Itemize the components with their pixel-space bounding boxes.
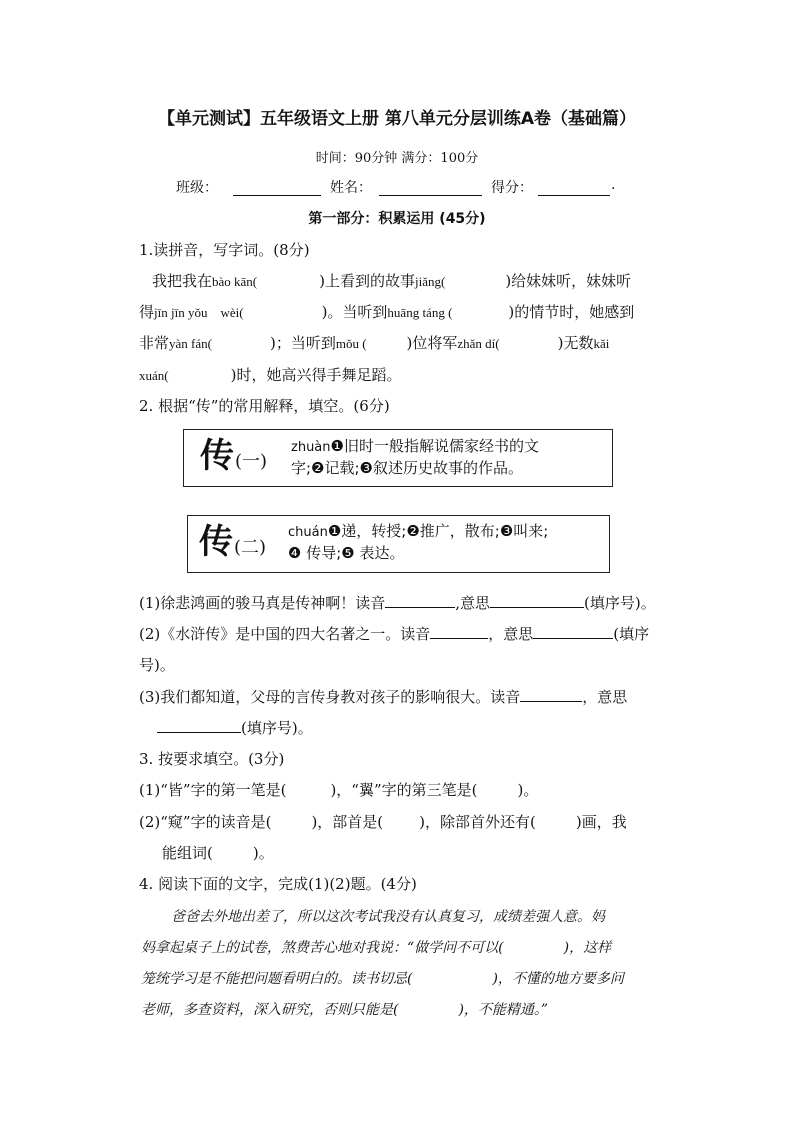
passage-line3 xyxy=(141,968,624,988)
q2-stem: 2. 根据“传”的常用解释，填空。(6分) xyxy=(139,397,390,415)
passage-line4 xyxy=(141,999,548,1019)
name-label: 姓名： xyxy=(330,180,372,196)
q3-s1-end: )。 xyxy=(517,781,539,799)
name-blank[interactable] xyxy=(379,181,482,200)
q3-s2-radical: )，部首是( xyxy=(311,813,384,831)
box1-line2: 字;❷记载;❸叙述历史故事的作品。 xyxy=(291,459,524,477)
q2-s3-cont xyxy=(157,717,313,738)
pinyin-zhandi: zhǎn dí( xyxy=(457,336,500,351)
passage-line2 xyxy=(141,937,611,957)
q3-s1-mid: )，“翼”字的第三笔是( xyxy=(330,781,478,799)
section-title: 第一部分：积累运用 (45分) xyxy=(308,211,486,227)
page-title: 【单元测试】五年级语文上册 第八单元分层训练A卷（基础篇） xyxy=(157,109,637,129)
q2-s3-meaning: ，意思 xyxy=(582,688,628,706)
q1-line4 xyxy=(139,364,401,385)
q1-l3-a: 非常 xyxy=(139,334,170,352)
pinyin-jiang: jiǎng( xyxy=(415,274,446,289)
q2-s3-end: (填序号)。 xyxy=(241,719,313,737)
end-mark: . xyxy=(611,177,616,193)
q1-l2-c: )。当听到 xyxy=(321,303,388,321)
answer-blank[interactable] xyxy=(430,624,488,639)
q3-s2 xyxy=(139,811,627,832)
class-label: 班级： xyxy=(176,180,218,196)
passage-l2-a: 妈拿起桌子上的试卷，煞费苦心地对我说：“做学问不可以( xyxy=(141,940,504,956)
passage-l4-b: )，不能精通。” xyxy=(458,1002,549,1018)
q3-s3 xyxy=(162,842,274,863)
passage-l3-b: )，不懂的地方要多问 xyxy=(492,971,624,987)
pinyin-baokan: bào kān( xyxy=(212,274,258,289)
q2-s2 xyxy=(139,623,649,644)
box2-definition xyxy=(288,521,548,564)
passage-l4-a: 老师，多查资料，深入研究，否则只能是( xyxy=(141,1002,399,1018)
passage-l2-b: )，这样 xyxy=(563,940,612,956)
q4-stem: 4. 阅读下面的文字，完成(1)(2)题。(4分) xyxy=(139,875,417,893)
q3-s1 xyxy=(139,779,538,800)
answer-blank[interactable] xyxy=(490,593,584,608)
q2-s3 xyxy=(139,686,627,707)
q3-s3-end: )。 xyxy=(252,844,274,862)
q3-s1-text: (1)“皆”字的第一笔是( xyxy=(139,781,287,799)
box1-definition xyxy=(291,436,539,479)
q2-s1-text: (1)徐悲鸿画的骏马真是传神啊！读音 xyxy=(139,594,386,612)
q2-s1-end: (填序号)。 xyxy=(584,594,656,612)
q2-s2-end: (填序 xyxy=(613,625,650,643)
q1-l1-e: )给妹妹听，妹妹听 xyxy=(505,272,632,290)
q3-s2-strokes: )，除部首外还有( xyxy=(419,813,536,831)
char-zhuan: 传 xyxy=(200,436,234,476)
q3-s2-end: )画，我 xyxy=(575,813,627,831)
q1-stem: 1.读拼音，写字词。(8分) xyxy=(139,241,310,259)
answer-blank[interactable] xyxy=(157,718,241,733)
q1-l4-b: )时，她高兴得手舞足蹈。 xyxy=(230,366,402,384)
q1-l1-a: 我把我在 xyxy=(152,272,213,290)
q2-s3-text: (3)我们都知道，父母的言传身教对孩子的影响很大。读音 xyxy=(139,688,521,706)
box1-line1: ❶旧时一般指解说儒家经书的文 xyxy=(330,437,539,455)
q1-line2 xyxy=(139,301,634,322)
q2-s2-text: (2)《水浒传》是中国的四大名著之一。读音 xyxy=(139,625,431,643)
q2-s2-meaning: ，意思 xyxy=(488,625,534,643)
passage-l3-a: 笼统学习是不能把问题看明白的。读书切忌( xyxy=(141,971,413,987)
q2-s1 xyxy=(139,592,656,613)
answer-blank[interactable] xyxy=(533,624,613,639)
answer-blank[interactable] xyxy=(385,593,455,608)
q1-line1 xyxy=(152,270,631,291)
pinyin-huangtang: huāng táng ( xyxy=(387,305,453,320)
q1-line3 xyxy=(139,332,609,353)
score-label: 得分： xyxy=(491,180,533,196)
pinyin-xuan: xuán( xyxy=(139,368,169,383)
q1-l3-g: )无数 xyxy=(557,334,594,352)
q1-l1-c: )上看到的故事 xyxy=(319,272,415,290)
box1-tag: (一) xyxy=(235,451,268,472)
q3-s3-text: 能组词( xyxy=(162,844,213,862)
q3-stem: 3. 按要求填空。(3分) xyxy=(139,750,285,768)
q1-l3-c: )；当听到 xyxy=(269,334,336,352)
q2-s2-cont: 号)。 xyxy=(139,656,175,674)
pinyin-kai: kǎi xyxy=(593,336,610,351)
char-chuan: 传 xyxy=(199,522,233,562)
q2-s1-meaning: ,意思 xyxy=(455,594,491,612)
box1-pinyin: zhuàn xyxy=(291,440,331,455)
box2-tag: (二) xyxy=(234,537,267,558)
class-blank[interactable] xyxy=(233,181,321,200)
definition-box-zhuan xyxy=(183,429,613,487)
answer-blank[interactable] xyxy=(520,687,582,702)
score-blank[interactable] xyxy=(538,181,610,200)
exam-meta: 时间：90分钟 满分：100分 xyxy=(315,151,479,166)
box2-line1: ❶递，转授;❷推广，散布;❸叫来; xyxy=(327,522,549,540)
q1-l3-e: )位将军 xyxy=(406,334,458,352)
pinyin-jinjinyouwei: jīn jīn yǒu wèi( xyxy=(154,305,244,320)
pinyin-yanfan: yàn fán( xyxy=(169,336,212,351)
box2-line2: ❹ 传导;❺ 表达。 xyxy=(288,544,405,562)
passage-line1: 爸爸去外地出差了，所以这次考试我没有认真复习，成绩差强人意。妈 xyxy=(171,909,605,925)
definition-box-chuan xyxy=(187,515,610,573)
pinyin-mou: mǒu ( xyxy=(335,336,367,351)
q1-l2-e: )的情节时，她感到 xyxy=(508,303,635,321)
box2-pinyin: chuán xyxy=(288,525,328,540)
q1-l2-a: 得 xyxy=(139,303,155,321)
q3-s2-text: (2)“窥”字的读音是( xyxy=(139,813,272,831)
